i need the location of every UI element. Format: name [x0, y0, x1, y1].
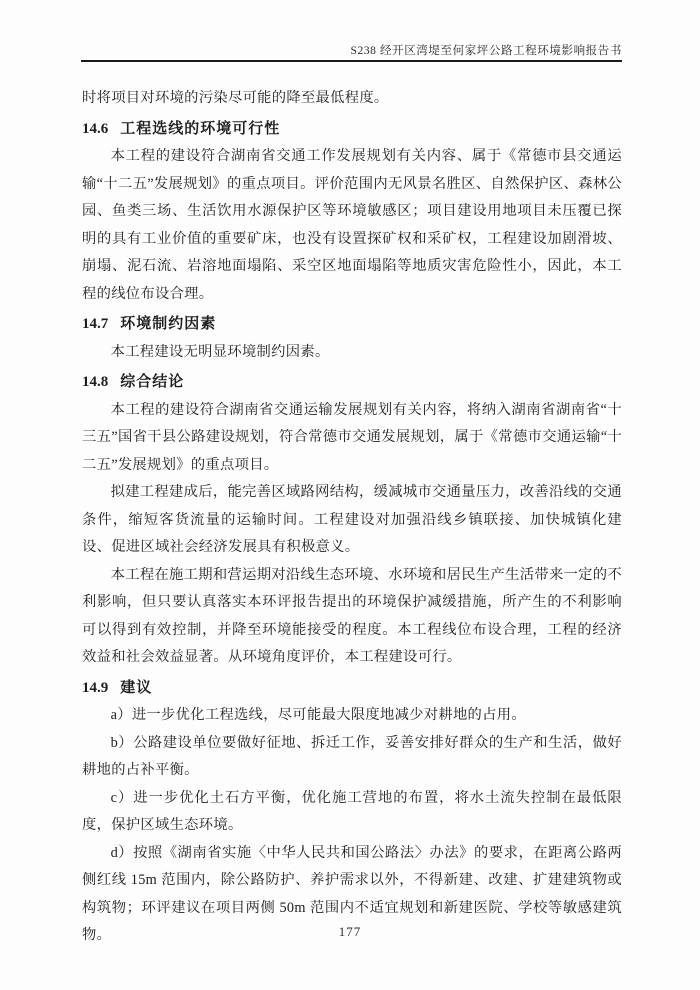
paragraph-suggestion-c: c）进一步优化土石方平衡，优化施工营地的布置，将水土流失控制在最低限度，保护区域生态环境。: [82, 789, 622, 833]
paragraph-suggestion-d: d）按照《湖南省实施〈中华人民共和国公路法〉办法》的要求，在距离公路两侧红线 15m 范围内，除公路防护、养护需求以外，不得新建、改建、扩建建筑物或构筑物；环评建议在项目两侧 50m 范围内不适宜规划和新建医院、学校等敏感建筑物。: [82, 844, 622, 943]
section-number: 14.6: [82, 120, 109, 137]
section-heading-14-8: [82, 368, 622, 397]
running-header: [81, 44, 622, 62]
paragraph: 本工程的建设符合湖南省交通工作发展规划有关内容、属于《常德市县交通运输“十二五”发展规划》的重点项目。评价范围内无风景名胜区、自然保护区、森林公园、鱼类三场、生活饮用水源保护区等环境敏感区；项目建设用地项目未压覆已探明的具有工业价值的重要矿床，也没有设置探矿权和采矿权，工程建设加剧滑坡、崩塌、泥石流、岩溶地面塌陷、采空区地面塌陷等地质灾害危险性小，因此，本工程的线位布设合理。: [82, 148, 622, 302]
paragraph: 拟建工程建成后，能完善区域路网结构，缓减城市交通量压力，改善沿线的交通条件，缩短客货流量的运输时间。工程建设对加强沿线乡镇联接、加快城镇化建设、促进区域社会经济发展具有积极意义。: [82, 484, 622, 555]
page-footer: [0, 923, 700, 941]
section-title: 工程选线的环境可行性: [120, 119, 281, 137]
section-number: 14.7: [82, 316, 109, 332]
paragraph: 本工程的建设符合湖南省交通运输发展规划有关内容，将纳入湖南省湖南省“十三五”国省干县公路建设规划，符合常德市交通发展规划，属于《常德市交通运输“十二五”发展规划》的重点项目。: [82, 401, 622, 473]
section-heading-14-6: [82, 115, 622, 144]
running-header-title: S238 经开区湾堤至何家坪公路工程环境影响报告书: [350, 45, 622, 57]
paragraph-suggestion-b: b）公路建设单位要做好征地、拆迁工作，妥善安排好群众的生产和生活，做好耕地的占补平衡。: [82, 734, 622, 778]
paragraph: 本工程建设无明显环境制约因素。: [110, 343, 330, 360]
document-body: [82, 85, 622, 950]
header-rule: [81, 60, 622, 62]
section-title: 综合结论: [120, 373, 185, 390]
section-title: 环境制约因素: [120, 315, 217, 332]
section-title: 建议: [120, 678, 153, 696]
section-heading-14-9: [82, 674, 622, 703]
section-heading-14-7: [82, 310, 622, 339]
page-number: 177: [338, 924, 362, 939]
paragraph-suggestion-a: a）进一步优化工程选线，尽可能最大限度地减少对耕地的占用。: [110, 707, 526, 723]
paragraph: 本工程在施工期和营运期对沿线生态环境、水环境和居民生产生活带来一定的不利影响，但只要认真落实本环评报告提出的环境保护减缓措施，所产生的不利影响可以得到有效控制，并降至环境能接受的程度。本工程线位布设合理，工程的经济效益和社会效益显著。从环境角度评价，本工程建设可行。: [82, 566, 622, 665]
continuation-paragraph: 时将项目对环境的污染尽可能的降至最低程度。: [82, 90, 389, 106]
section-number: 14.9: [82, 679, 109, 696]
section-number: 14.8: [82, 374, 109, 390]
